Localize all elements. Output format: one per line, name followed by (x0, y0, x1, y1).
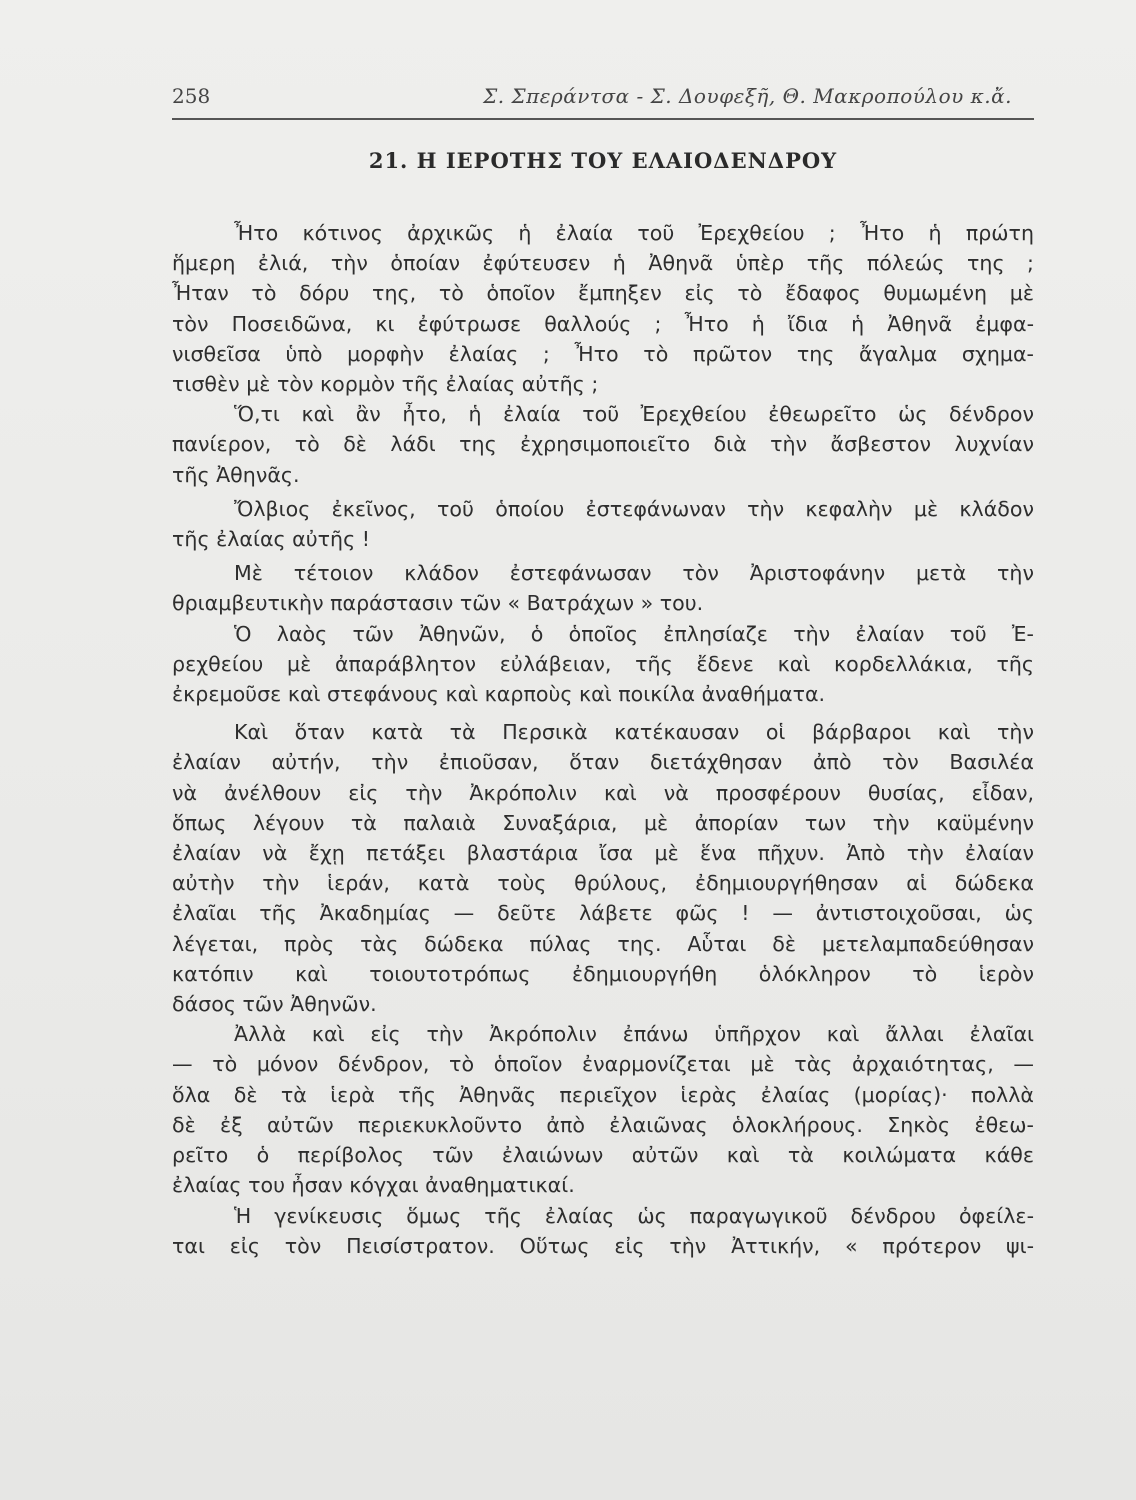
text-line: τὸν Ποσειδῶνα, κι ἐφύτρωσε θαλλούς ; Ἦτο ἡ ἴδια ἡ Ἀθηνᾶ ἐμφα- (172, 311, 1034, 336)
paragraph (172, 399, 1034, 490)
text-line: τῆς ἐλαίας αὐτῆς ! (172, 527, 370, 552)
text-line: δὲ ἐξ αὐτῶν περιεκυκλοῦντο ἀπὸ ἐλαιῶνας ὁλοκλήρους. Σηκὸς ἐθεω- (172, 1112, 1034, 1137)
text-line: ἐλαῖαι τῆς Ἀκαδημίας — δεῦτε λάβετε φῶς ! — ἀντιστοιχοῦσαι, ὡς (172, 901, 1034, 926)
paragraph (172, 558, 1034, 618)
text-line: δάσος τῶν Ἀθηνῶν. (172, 992, 377, 1017)
text-line: λέγεται, πρὸς τὰς δώδεκα πύλας της. Αὗται δὲ μετελαμπαδεύθησαν (172, 931, 1034, 956)
page-number: 258 (172, 84, 211, 108)
text-line: Καὶ ὅταν κατὰ τὰ Περσικὰ κατέκαυσαν οἱ βάρβαροι καὶ τὴν (234, 720, 1034, 745)
page-header (172, 82, 1034, 120)
paragraph (172, 1019, 1034, 1200)
text-line: ἐλαίας του ἦσαν κόγχαι ἀναθηματικαί. (172, 1173, 575, 1198)
text-line: θριαμβευτικὴν παράστασιν τῶν « Βατράχων » του. (172, 591, 704, 616)
paragraph (172, 619, 1034, 710)
text-line: πανίερον, τὸ δὲ λάδι της ἐχρησιμοποιεῖτο διὰ τὴν ἄσβεστον λυχνίαν (172, 432, 1034, 457)
text-line: Ἦταν τὸ δόρυ της, τὸ ὁποῖον ἔμπηξεν εἰς τὸ ἔδαφος θυμωμένη μὲ (172, 281, 1034, 306)
text-line: κατόπιν καὶ τοιουτοτρόπως ἐδημιουργήθη ὁλόκληρον τὸ ἱερὸν (172, 961, 1034, 986)
text-line: ἥμερη ἐλιά, τὴν ὁποίαν ἐφύτευσεν ἡ Ἀθηνᾶ ὑπὲρ τῆς πόλεώς της ; (172, 251, 1034, 276)
text-line: Ἡ γενίκευσις ὅμως τῆς ἐλαίας ὡς παραγωγικοῦ δένδρου ὀφείλε- (234, 1203, 1034, 1228)
paragraph (172, 717, 1034, 1019)
text-line: Ὁ λαὸς τῶν Ἀθηνῶν, ὁ ὁποῖος ἐπλησίαζε τὴν ἐλαίαν τοῦ Ἐ- (234, 621, 1034, 646)
paragraph (172, 494, 1034, 554)
paragraph (172, 218, 1034, 399)
text-line: Ἀλλὰ καὶ εἰς τὴν Ἀκρόπολιν ἐπάνω ὑπῆρχον καὶ ἄλλαι ἐλαῖαι (234, 1022, 1034, 1047)
text-line: ἐλαίαν νὰ ἔχῃ πετάξει βλαστάρια ἴσα μὲ ἕνα πῆχυν. Ἀπὸ τὴν ἐλαίαν (172, 841, 1034, 866)
text-line: νὰ ἀνέλθουν εἰς τὴν Ἀκρόπολιν καὶ νὰ προσφέρουν θυσίας, εἶδαν, (172, 780, 1034, 805)
text-line: ρεῖτο ὁ περίβολος τῶν ἐλαιώνων αὐτῶν καὶ τὰ κοιλώματα κάθε (172, 1143, 1034, 1168)
text-line: ἐκρεμοῦσε καὶ στεφάνους καὶ καρποὺς καὶ ποικίλα ἀναθήματα. (172, 682, 826, 707)
text-line: ρεχθείου μὲ ἀπαράβλητον εὐλάβειαν, τῆς ἔδενε καὶ κορδελλάκια, τῆς (172, 651, 1034, 676)
text-line: τῆς Ἀθηνᾶς. (172, 462, 300, 487)
text-line: νισθεῖσα ὑπὸ μορφὴν ἐλαίας ; Ἦτο τὸ πρῶτον της ἄγαλμα σχημα- (172, 341, 1034, 366)
text-line: Ὄλβιος ἐκεῖνος, τοῦ ὁποίου ἐστεφάνωναν τὴν κεφαλὴν μὲ κλάδον (234, 496, 1034, 521)
text-line: τισθὲν μὲ τὸν κορμὸν τῆς ἐλαίας αὐτῆς ; (172, 372, 599, 397)
running-head: Σ. Σπεράντσα - Σ. Δουφεξῆ, Θ. Μακροπούλου κ.ἄ. (483, 84, 1012, 108)
text-line: Ὅ,τι καὶ ἂν ἦτο, ἡ ἐλαία τοῦ Ἐρεχθείου ἐθεωρεῖτο ὡς δένδρον (234, 402, 1034, 427)
body-text (172, 218, 1034, 1261)
text-line: ὅλα δὲ τὰ ἱερὰ τῆς Ἀθηνᾶς περιεῖχον ἱερὰς ἐλαίας (μορίας)· πολλὰ (172, 1082, 1034, 1107)
text-line: ἐλαίαν αὐτήν, τὴν ἐπιοῦσαν, ὅταν διετάχθησαν ἀπὸ τὸν Βασιλέα (172, 750, 1034, 775)
text-line: αὐτὴν τὴν ἱεράν, κατὰ τοὺς θρύλους, ἐδημιουργήθησαν αἱ δώδεκα (172, 871, 1034, 896)
text-line: ὅπως λέγουν τὰ παλαιὰ Συναξάρια, μὲ ἀπορίαν των τὴν καϋμένην (172, 810, 1034, 835)
text-line: Μὲ τέτοιον κλάδον ἐστεφάνωσαν τὸν Ἀριστοφάνην μετὰ τὴν (234, 561, 1034, 586)
text-line: ται εἰς τὸν Πεισίστρατον. Οὕτως εἰς τὴν Ἀττικήν, « πρότερον ψι- (172, 1233, 1034, 1258)
chapter-title: 21. Η ΙΕΡΟΤΗΣ ΤΟΥ ΕΛΑΙΟΔΕΝΔΡΟΥ (368, 148, 838, 173)
paragraph (172, 1201, 1034, 1261)
text-line: — τὸ μόνον δένδρον, τὸ ὁποῖον ἐναρμονίζεται μὲ τὰς ἀρχαιότητας, — (172, 1052, 1034, 1077)
text-line: Ἦτο κότινος ἀρχικῶς ἡ ἐλαία τοῦ Ἐρεχθείου ; Ἦτο ἡ πρώτη (234, 221, 1034, 245)
